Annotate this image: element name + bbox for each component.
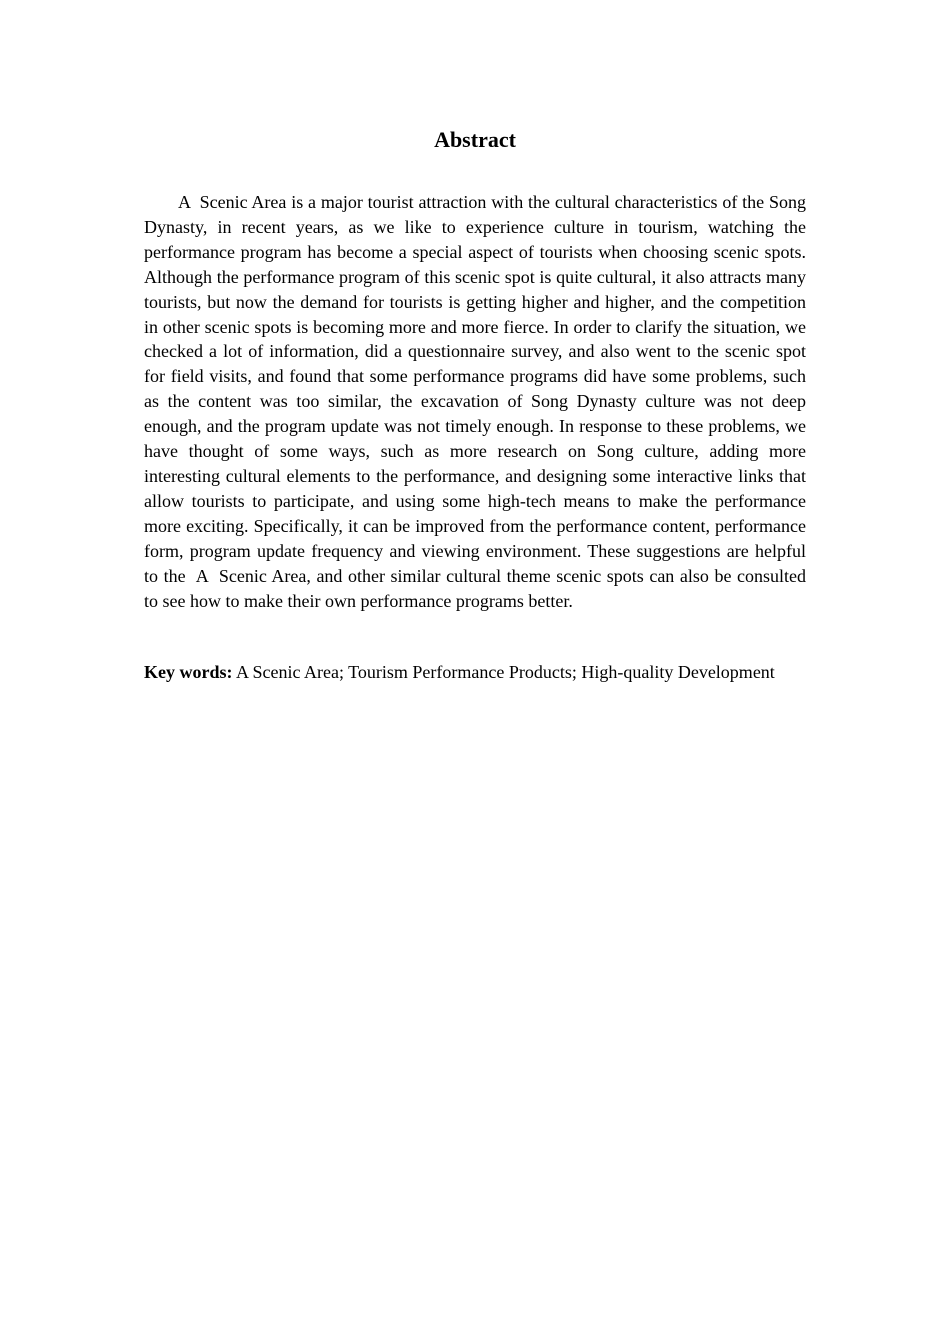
keywords-label: Key words: [144,662,233,682]
keywords-line [144,660,806,685]
keywords-text: A Scenic Area; Tourism Performance Products; High-quality Development [236,662,775,682]
page-title: Abstract [434,127,516,152]
abstract-paragraph: A Scenic Area is a major tourist attraction with the cultural characteristics of the Song Dynasty, in recent years, as we like to experience culture in tourism, watching the performance program has become a special aspect of tourists when choosing scenic spots. Although the performance program of this scenic spot is quite cultural, it also attracts many tourists, but now the demand for tourists is getting higher and higher, and the competition in other scenic spots is becoming more and more fierce. In order to clarify the situation, we checked a lot of information, did a questionnaire survey, and also went to the scenic spot for field visits, and found that some performance programs did have some problems, such as the content was too similar, the excavation of Song Dynasty culture was not deep enough, and the program update was not timely enough. In response to these problems, we have thought of some ways, such as more research on Song culture, adding more interesting cultural elements to the performance, and designing some interactive links that allow tourists to participate, and using some high-tech means to make the performance more exciting. Specifically, it can be improved from the performance content, performance form, program update frequency and viewing environment. These suggestions are helpful to the A Scenic Area, and other similar cultural theme scenic spots can also be consulted to see how to make their own performance programs better. [144,192,811,611]
